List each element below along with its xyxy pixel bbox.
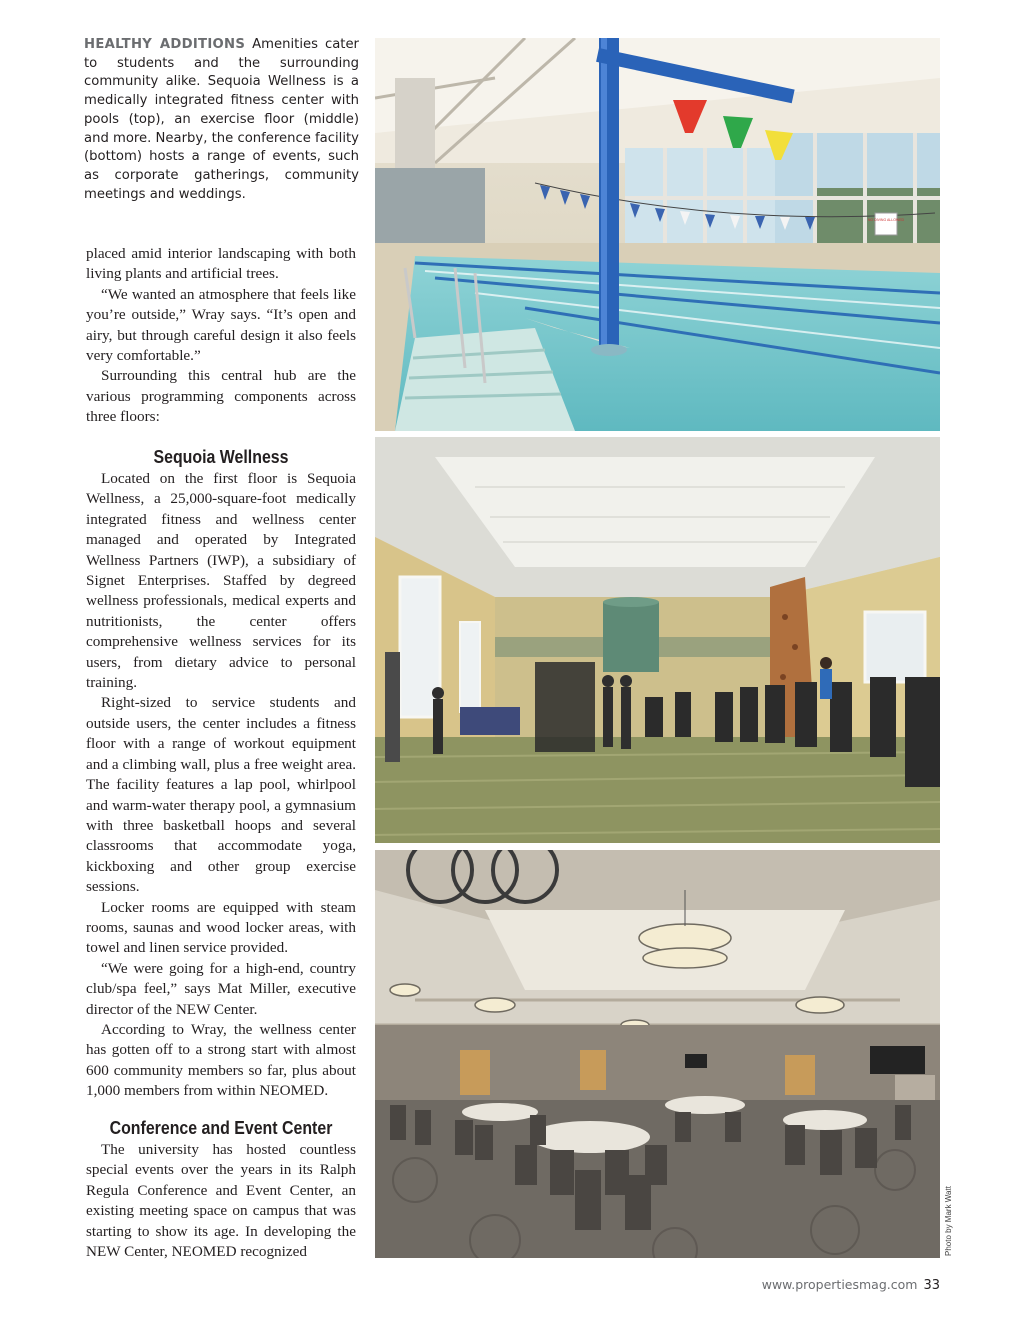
section-heading: Sequoia Wellness: [153, 446, 289, 467]
body-column-intro: [86, 244, 356, 428]
conference-center-photo: [375, 850, 940, 1258]
body-paragraph: “We were going for a high-end, country club/spa feel,” says Mat Miller, executive director of the NEW Center.: [86, 959, 356, 1018]
photo-caption: [84, 36, 359, 204]
footer-url[interactable]: www.propertiesmag.com: [761, 1277, 918, 1292]
body-paragraph: placed amid interior landscaping with both living plants and artificial trees.: [86, 245, 356, 283]
pool-photo: [375, 38, 940, 431]
section-sequoia-wellness: [86, 446, 356, 1102]
body-paragraph: The university has hosted countless special events over the years in its Ralph Regula Conference and Event Center, an existing meeting space on campus that was starting to show its age. In developing the NEW Center, NEOMED recognized: [86, 1141, 356, 1261]
body-paragraph: Surrounding this central hub are the various programming components across three floors:: [86, 367, 356, 426]
body-paragraph: Right-sized to service students and outside users, the center includes a fitness floor with a range of workout equipment and a climbing wall, plus a free weight area. The facility features a lap pool, whirlpool and warm-water therapy pool, a gymnasium with three basketball hoops and several classrooms that accommodate yoga, kickboxing and other group exercise sessions.: [86, 694, 356, 896]
body-paragraph: “We wanted an atmosphere that feels like you’re outside,” Wray says. “It’s open and airy, but through careful design it also feels very comfortable.”: [86, 285, 356, 365]
page-number: 33: [923, 1278, 940, 1293]
body-paragraph: According to Wray, the wellness center has gotten off to a strong start with almost 600 community members so far, plus about 1,000 members from within NEOMED.: [86, 1020, 356, 1100]
section-heading: Conference and Event Center: [109, 1117, 333, 1138]
fitness-floor-photo: [375, 437, 940, 843]
caption-lead: HEALTHY ADDITIONS: [84, 37, 246, 52]
body-paragraph: Locker rooms are equipped with steam rooms, saunas and wood locker areas, with towel and linen service provided.: [86, 898, 356, 957]
page-footer: [762, 1277, 940, 1293]
caption-text: Amenities cater to students and the surrounding community alike. Sequoia Wellness is a medically integrated fitness center with pools (top), an exercise floor (middle) and more. Nearby, the conference facility (bottom) hosts a range of events, such as corporate gatherings, community meetings and weddings.: [84, 37, 359, 202]
body-paragraph: Located on the first floor is Sequoia Wellness, a 25,000-square-foot medically integrated fitness and wellness center managed and operated by Integrated Wellness Partners (IWP), a subsidiary of Signet Enterprises. Staffed by degreed wellness professionals, medical experts and nutritionists, the center offers comprehensive wellness services for its users, from dietary advice to personal training.: [86, 470, 356, 692]
photo-credit: Photo by Mark Watt: [944, 1186, 953, 1256]
pool-sign-text: NO DIVING ALLOWED: [867, 218, 905, 222]
section-conference-center: [86, 1117, 356, 1262]
